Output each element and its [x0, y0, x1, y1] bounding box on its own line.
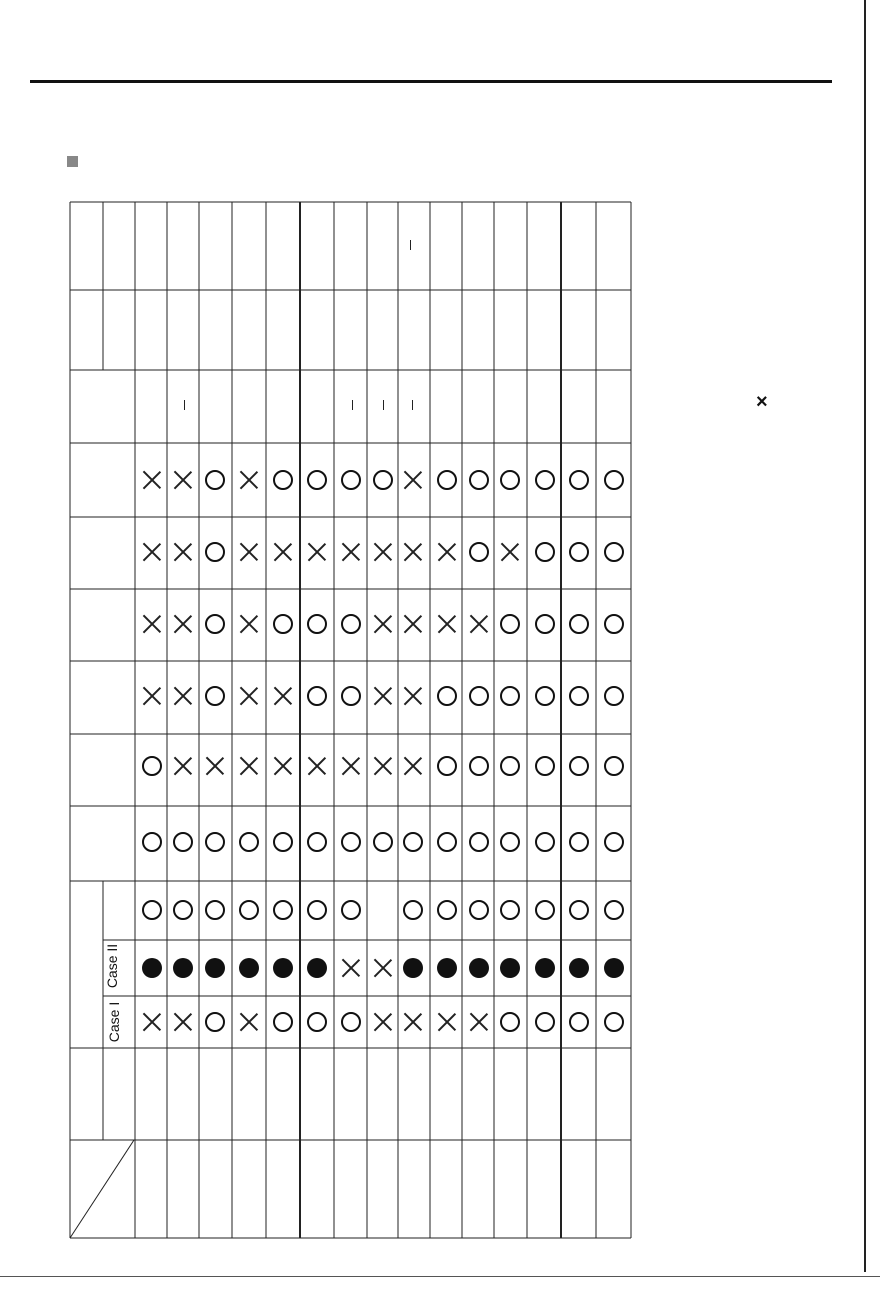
- circle-mark-icon: [205, 470, 225, 490]
- circle-mark-icon: [341, 900, 361, 920]
- header-tick: [412, 400, 413, 410]
- circle-mark-icon: [437, 832, 457, 852]
- cross-mark-icon: [469, 1012, 489, 1032]
- circle-mark-icon: [341, 614, 361, 634]
- circle-mark-icon: [341, 1012, 361, 1032]
- cross-mark-icon: [341, 756, 361, 776]
- cross-mark-icon: [239, 614, 259, 634]
- circle-mark-icon: [604, 542, 624, 562]
- filled-dot-icon: [569, 958, 589, 978]
- circle-mark-icon: [535, 542, 555, 562]
- circle-mark-icon: [205, 542, 225, 562]
- circle-mark-icon: [569, 900, 589, 920]
- circle-mark-icon: [341, 832, 361, 852]
- cross-mark-icon: [142, 1012, 162, 1032]
- grid-line: [70, 1140, 134, 1238]
- cross-mark-icon: [273, 542, 293, 562]
- circle-mark-icon: [273, 1012, 293, 1032]
- cross-mark-icon: [173, 756, 193, 776]
- circle-mark-icon: [469, 756, 489, 776]
- circle-mark-icon: [239, 900, 259, 920]
- filled-dot-icon: [535, 958, 555, 978]
- circle-mark-icon: [500, 756, 520, 776]
- circle-mark-icon: [604, 470, 624, 490]
- circle-mark-icon: [500, 686, 520, 706]
- circle-mark-icon: [307, 900, 327, 920]
- circle-mark-icon: [173, 900, 193, 920]
- cross-mark-icon: [173, 686, 193, 706]
- cross-mark-icon: [239, 686, 259, 706]
- cross-mark-icon: [173, 542, 193, 562]
- circle-mark-icon: [205, 832, 225, 852]
- cross-mark-icon: [403, 756, 423, 776]
- cross-mark-icon: [403, 542, 423, 562]
- circle-mark-icon: [373, 470, 393, 490]
- circle-mark-icon: [500, 1012, 520, 1032]
- circle-mark-icon: [469, 832, 489, 852]
- circle-mark-icon: [205, 686, 225, 706]
- circle-mark-icon: [307, 686, 327, 706]
- case-ii-label: Case II: [104, 943, 121, 989]
- case-i-label: Case I: [106, 1001, 123, 1043]
- filled-dot-icon: [500, 958, 520, 978]
- circle-mark-icon: [437, 756, 457, 776]
- circle-mark-icon: [535, 1012, 555, 1032]
- header-tick: [184, 400, 185, 410]
- circle-mark-icon: [535, 900, 555, 920]
- cross-mark-icon: [142, 686, 162, 706]
- circle-mark-icon: [205, 900, 225, 920]
- circle-mark-icon: [469, 686, 489, 706]
- circle-mark-icon: [604, 614, 624, 634]
- section-bullet-icon: [67, 156, 78, 167]
- circle-mark-icon: [341, 470, 361, 490]
- cross-mark-icon: [403, 686, 423, 706]
- top-rule: [30, 80, 832, 83]
- cross-mark-icon: [173, 470, 193, 490]
- circle-mark-icon: [535, 686, 555, 706]
- cross-mark-icon: [173, 1012, 193, 1032]
- circle-mark-icon: [307, 1012, 327, 1032]
- cross-mark-icon: [373, 756, 393, 776]
- header-tick: [352, 400, 353, 410]
- cross-mark-icon: [205, 756, 225, 776]
- circle-mark-icon: [142, 832, 162, 852]
- filled-dot-icon: [273, 958, 293, 978]
- cross-mark-icon: [500, 542, 520, 562]
- circle-mark-icon: [307, 470, 327, 490]
- cross-mark-icon: [341, 542, 361, 562]
- circle-mark-icon: [500, 900, 520, 920]
- filled-dot-icon: [239, 958, 259, 978]
- circle-mark-icon: [142, 900, 162, 920]
- circle-mark-icon: [273, 470, 293, 490]
- circle-mark-icon: [569, 832, 589, 852]
- filled-dot-icon: [437, 958, 457, 978]
- circle-mark-icon: [373, 832, 393, 852]
- cross-mark-icon: [437, 542, 457, 562]
- cross-mark-icon: [142, 470, 162, 490]
- circle-mark-icon: [273, 832, 293, 852]
- circle-mark-icon: [469, 470, 489, 490]
- circle-mark-icon: [307, 614, 327, 634]
- filled-dot-icon: [604, 958, 624, 978]
- legend-cross-symbol: ×: [756, 391, 768, 413]
- circle-mark-icon: [142, 756, 162, 776]
- cross-mark-icon: [373, 542, 393, 562]
- circle-mark-icon: [469, 900, 489, 920]
- cross-mark-icon: [239, 542, 259, 562]
- cross-mark-icon: [173, 614, 193, 634]
- cross-mark-icon: [239, 756, 259, 776]
- circle-mark-icon: [535, 614, 555, 634]
- circle-mark-icon: [239, 832, 259, 852]
- circle-mark-icon: [500, 614, 520, 634]
- circle-mark-icon: [535, 832, 555, 852]
- right-margin-rule: [864, 0, 866, 1272]
- circle-mark-icon: [273, 900, 293, 920]
- circle-mark-icon: [569, 614, 589, 634]
- filled-dot-icon: [173, 958, 193, 978]
- circle-mark-icon: [569, 470, 589, 490]
- cross-mark-icon: [307, 542, 327, 562]
- circle-mark-icon: [500, 470, 520, 490]
- circle-mark-icon: [604, 832, 624, 852]
- circle-mark-icon: [437, 900, 457, 920]
- cross-mark-icon: [403, 1012, 423, 1032]
- circle-mark-icon: [469, 542, 489, 562]
- cross-mark-icon: [307, 756, 327, 776]
- cross-mark-icon: [273, 686, 293, 706]
- cross-mark-icon: [469, 614, 489, 634]
- filled-dot-icon: [307, 958, 327, 978]
- filled-dot-icon: [403, 958, 423, 978]
- circle-mark-icon: [569, 756, 589, 776]
- cross-mark-icon: [142, 542, 162, 562]
- circle-mark-icon: [437, 470, 457, 490]
- circle-mark-icon: [403, 900, 423, 920]
- circle-mark-icon: [604, 900, 624, 920]
- filled-dot-icon: [205, 958, 225, 978]
- bottom-rule: [0, 1276, 880, 1277]
- circle-mark-icon: [437, 686, 457, 706]
- circle-mark-icon: [535, 470, 555, 490]
- circle-mark-icon: [604, 756, 624, 776]
- cross-mark-icon: [403, 614, 423, 634]
- cross-mark-icon: [403, 470, 423, 490]
- cross-mark-icon: [239, 470, 259, 490]
- circle-mark-icon: [604, 686, 624, 706]
- cross-mark-icon: [273, 756, 293, 776]
- circle-mark-icon: [569, 686, 589, 706]
- circle-mark-icon: [341, 686, 361, 706]
- circle-mark-icon: [205, 1012, 225, 1032]
- circle-mark-icon: [500, 832, 520, 852]
- circle-mark-icon: [173, 832, 193, 852]
- circle-mark-icon: [569, 542, 589, 562]
- cross-mark-icon: [239, 1012, 259, 1032]
- circle-mark-icon: [403, 832, 423, 852]
- cross-mark-icon: [142, 614, 162, 634]
- circle-mark-icon: [273, 614, 293, 634]
- cross-mark-icon: [341, 958, 361, 978]
- cross-mark-icon: [373, 958, 393, 978]
- filled-dot-icon: [469, 958, 489, 978]
- circle-mark-icon: [604, 1012, 624, 1032]
- cross-mark-icon: [373, 614, 393, 634]
- header-tick: [410, 240, 411, 250]
- filled-dot-icon: [142, 958, 162, 978]
- circle-mark-icon: [569, 1012, 589, 1032]
- cross-mark-icon: [373, 686, 393, 706]
- cross-mark-icon: [437, 1012, 457, 1032]
- header-tick: [383, 400, 384, 410]
- circle-mark-icon: [535, 756, 555, 776]
- cross-mark-icon: [373, 1012, 393, 1032]
- circle-mark-icon: [307, 832, 327, 852]
- circle-mark-icon: [205, 614, 225, 634]
- cross-mark-icon: [437, 614, 457, 634]
